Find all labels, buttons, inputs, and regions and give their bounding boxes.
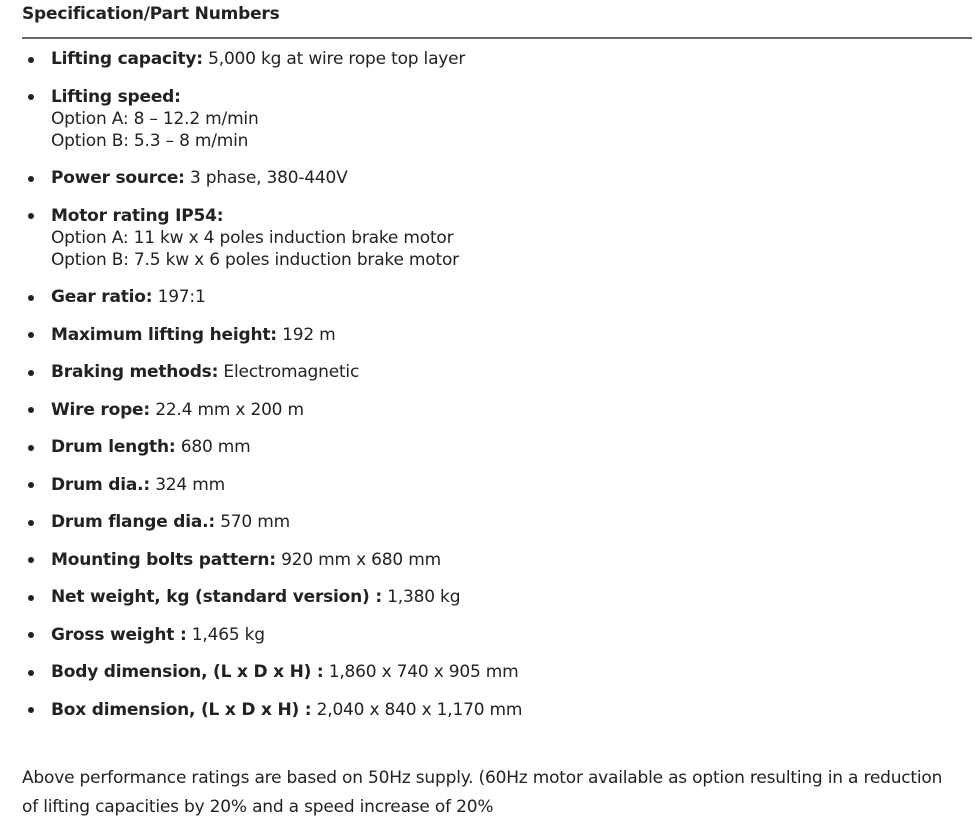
spec-label: Body dimension, (L x D x H) : [51, 662, 324, 682]
spec-label: Power source: [51, 168, 185, 188]
spec-label: Drum length: [51, 437, 176, 457]
spec-label: Braking methods: [51, 362, 219, 382]
spec-value: 197:1 [157, 287, 206, 307]
spec-option-line: Option A: 11 kw x 4 poles induction brake motor [51, 227, 454, 248]
spec-value: 5,000 kg at wire rope top layer [208, 49, 466, 69]
spec-value: 2,040 x 840 x 1,170 mm [316, 699, 523, 720]
spec-label: Drum dia.: [51, 474, 150, 495]
spec-item [22, 511, 962, 533]
spec-label: Mounting bolts pattern: [51, 549, 276, 570]
spec-item [22, 436, 962, 458]
spec-value: 570 mm [220, 512, 290, 532]
spec-label: Lifting speed: [51, 86, 181, 107]
bullet-icon [28, 370, 34, 376]
spec-option-line: Option B: 7.5 kw x 6 poles induction brake motor [51, 249, 459, 270]
spec-label: Box dimension, (L x D x H) : [51, 699, 312, 720]
spec-item [22, 549, 962, 571]
spec-label: Drum flange dia.: [51, 512, 215, 532]
section-title: Specification/Part Numbers [22, 4, 280, 24]
bullet-icon [28, 707, 34, 713]
spec-item [22, 86, 962, 152]
spec-value: 1,380 kg [387, 587, 461, 607]
spec-item [22, 624, 962, 646]
spec-value: 3 phase, 380-440V [189, 168, 348, 188]
spec-label: Motor rating IP54: [51, 205, 224, 226]
spec-option-line: Option A: 8 – 12.2 m/min [51, 108, 259, 129]
spec-value: 324 mm [155, 474, 225, 495]
spec-label: Wire rope: [51, 399, 150, 420]
bullet-icon [28, 295, 34, 301]
bullet-icon [28, 407, 34, 413]
bullet-icon [28, 595, 34, 601]
spec-value: 920 mm x 680 mm [281, 549, 441, 570]
title-divider [22, 37, 972, 39]
performance-footnote: Above performance ratings are based on 50Hz supply. (60Hz motor available as option resulting in a reduction of lifting capacities by 20% and a speed increase of 20% [22, 768, 943, 817]
spec-label: Gear ratio: [51, 287, 153, 307]
spec-label: Maximum lifting height: [51, 324, 277, 345]
bullet-icon [28, 213, 34, 219]
spec-item [22, 361, 962, 383]
spec-value: 192 m [282, 324, 336, 345]
spec-list [22, 48, 962, 736]
spec-item [22, 399, 962, 421]
spec-item [22, 167, 962, 189]
bullet-icon [28, 557, 34, 563]
bullet-icon [28, 94, 34, 100]
spec-value: 1,465 kg [191, 624, 265, 645]
spec-item [22, 324, 962, 346]
spec-label: Lifting capacity: [51, 49, 203, 69]
spec-item [22, 205, 962, 271]
spec-item [22, 699, 962, 721]
spec-option-line: Option B: 5.3 – 8 m/min [51, 130, 249, 151]
spec-item [22, 48, 962, 70]
spec-value: 22.4 mm x 200 m [155, 399, 304, 420]
bullet-icon [28, 482, 34, 488]
spec-item [22, 286, 962, 308]
spec-value: 680 mm [180, 437, 251, 457]
bullet-icon [28, 632, 34, 638]
spec-item [22, 586, 962, 608]
bullet-icon [28, 176, 34, 182]
spec-item [22, 474, 962, 496]
spec-value: Electromagnetic [223, 362, 360, 382]
spec-item [22, 661, 962, 683]
spec-label: Net weight, kg (standard version) : [51, 587, 382, 607]
spec-value: 1,860 x 740 x 905 mm [328, 662, 519, 682]
bullet-icon [28, 670, 34, 676]
bullet-icon [28, 332, 34, 338]
spec-label: Gross weight : [51, 624, 187, 645]
bullet-icon [28, 445, 34, 451]
bullet-icon [28, 57, 34, 63]
bullet-icon [28, 520, 34, 526]
